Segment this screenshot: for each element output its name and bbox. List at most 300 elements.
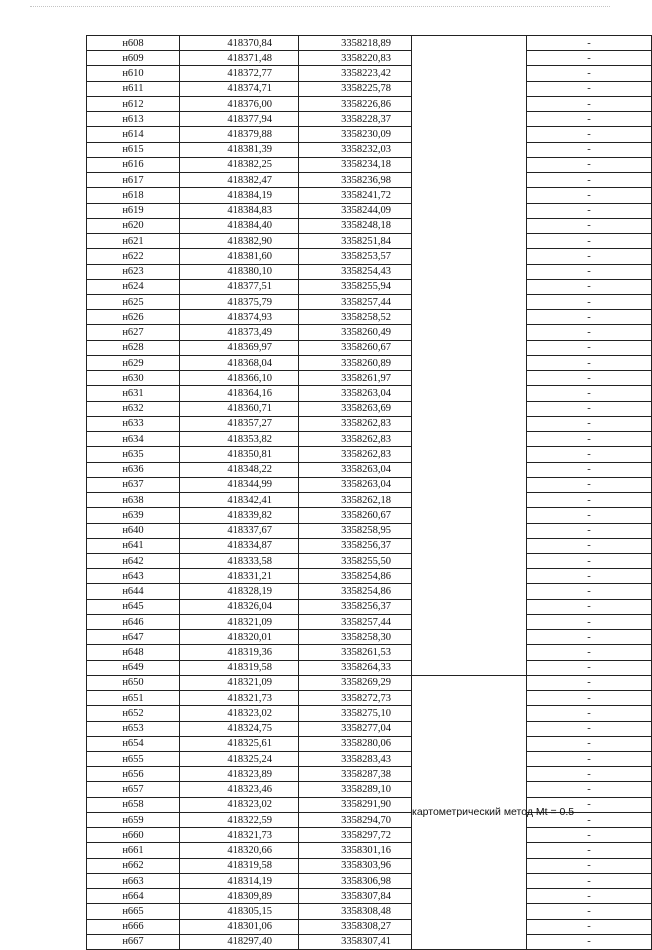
point-id-cell: н621: [87, 234, 180, 249]
point-id-cell: н635: [87, 447, 180, 462]
coord-x-cell: 418339,82: [180, 508, 299, 523]
accuracy-cell: -: [527, 462, 652, 477]
point-id-cell: н653: [87, 721, 180, 736]
coord-x-cell: 418382,25: [180, 157, 299, 172]
coord-x-cell: 418353,82: [180, 432, 299, 447]
coord-y-cell: 3358258,95: [299, 523, 412, 538]
accuracy-cell: -: [527, 386, 652, 401]
coord-x-cell: 418320,66: [180, 843, 299, 858]
table-row: [87, 538, 652, 553]
point-id-cell: н608: [87, 36, 180, 51]
table-row: [87, 630, 652, 645]
coord-x-cell: 418366,10: [180, 371, 299, 386]
accuracy-cell: -: [527, 873, 652, 888]
accuracy-cell: -: [527, 218, 652, 233]
coord-x-cell: 418384,83: [180, 203, 299, 218]
coord-x-cell: 418384,40: [180, 218, 299, 233]
coord-x-cell: 418314,19: [180, 873, 299, 888]
coord-y-cell: 3358275,10: [299, 706, 412, 721]
table-row: [87, 721, 652, 736]
accuracy-cell: -: [527, 752, 652, 767]
accuracy-cell: -: [527, 797, 652, 812]
point-id-cell: н658: [87, 797, 180, 812]
point-id-cell: н654: [87, 736, 180, 751]
accuracy-cell: -: [527, 599, 652, 614]
accuracy-cell: -: [527, 523, 652, 538]
coord-x-cell: 418325,24: [180, 752, 299, 767]
accuracy-cell: -: [527, 812, 652, 827]
table-row: [87, 218, 652, 233]
coordinates-table: [86, 35, 652, 950]
coord-x-cell: 418382,47: [180, 173, 299, 188]
coord-x-cell: 418319,36: [180, 645, 299, 660]
coord-x-cell: 418376,00: [180, 96, 299, 111]
point-id-cell: н642: [87, 553, 180, 568]
coord-x-cell: 418323,02: [180, 706, 299, 721]
coord-y-cell: 3358297,72: [299, 828, 412, 843]
coord-x-cell: 418321,09: [180, 614, 299, 629]
point-id-cell: н662: [87, 858, 180, 873]
coord-y-cell: 3358263,04: [299, 462, 412, 477]
coord-y-cell: 3358218,89: [299, 36, 412, 51]
coord-y-cell: 3358244,09: [299, 203, 412, 218]
table-row: [87, 36, 652, 51]
point-id-cell: н657: [87, 782, 180, 797]
coord-y-cell: 3358262,83: [299, 416, 412, 431]
coord-y-cell: 3358260,89: [299, 355, 412, 370]
coord-x-cell: 418382,90: [180, 234, 299, 249]
coord-x-cell: 418331,21: [180, 569, 299, 584]
table-row: [87, 432, 652, 447]
coord-x-cell: 418371,48: [180, 51, 299, 66]
coord-y-cell: 3358253,57: [299, 249, 412, 264]
coord-x-cell: 418333,58: [180, 553, 299, 568]
coord-x-cell: 418374,93: [180, 310, 299, 325]
table-row: [87, 157, 652, 172]
accuracy-cell: -: [527, 889, 652, 904]
coord-x-cell: 418381,60: [180, 249, 299, 264]
coord-x-cell: 418325,61: [180, 736, 299, 751]
table-row: [87, 188, 652, 203]
table-row: [87, 736, 652, 751]
point-id-cell: н663: [87, 873, 180, 888]
coord-x-cell: 418323,46: [180, 782, 299, 797]
coord-x-cell: 418334,87: [180, 538, 299, 553]
accuracy-cell: -: [527, 36, 652, 51]
coord-y-cell: 3358287,38: [299, 767, 412, 782]
accuracy-cell: -: [527, 691, 652, 706]
coord-x-cell: 418324,75: [180, 721, 299, 736]
accuracy-cell: -: [527, 538, 652, 553]
table-row: [87, 447, 652, 462]
table-row: [87, 889, 652, 904]
coord-y-cell: 3358254,86: [299, 584, 412, 599]
coord-y-cell: 3358260,49: [299, 325, 412, 340]
coord-x-cell: 418319,58: [180, 660, 299, 675]
table-row: [87, 553, 652, 568]
coord-y-cell: 3358225,78: [299, 81, 412, 96]
accuracy-cell: -: [527, 660, 652, 675]
accuracy-cell: -: [527, 584, 652, 599]
point-id-cell: н659: [87, 812, 180, 827]
accuracy-cell: -: [527, 706, 652, 721]
point-id-cell: н637: [87, 477, 180, 492]
table-row: [87, 127, 652, 142]
coord-y-cell: 3358277,04: [299, 721, 412, 736]
table-row: [87, 843, 652, 858]
accuracy-cell: -: [527, 934, 652, 949]
coord-x-cell: 418337,67: [180, 523, 299, 538]
coord-x-cell: 418342,41: [180, 493, 299, 508]
coord-y-cell: 3358262,18: [299, 493, 412, 508]
coord-y-cell: 3358236,98: [299, 173, 412, 188]
coord-x-cell: 418323,02: [180, 797, 299, 812]
point-id-cell: н614: [87, 127, 180, 142]
point-id-cell: н650: [87, 675, 180, 690]
accuracy-cell: -: [527, 828, 652, 843]
accuracy-cell: -: [527, 721, 652, 736]
coord-y-cell: 3358226,86: [299, 96, 412, 111]
coord-x-cell: 418369,97: [180, 340, 299, 355]
point-id-cell: н655: [87, 752, 180, 767]
coord-x-cell: 418297,40: [180, 934, 299, 949]
table-row: [87, 477, 652, 492]
table-row: [87, 706, 652, 721]
accuracy-cell: -: [527, 614, 652, 629]
coord-y-cell: 3358261,53: [299, 645, 412, 660]
coord-x-cell: 418309,89: [180, 889, 299, 904]
coord-y-cell: 3358255,50: [299, 553, 412, 568]
point-id-cell: н648: [87, 645, 180, 660]
coordinates-table-body: [87, 36, 652, 950]
accuracy-cell: -: [527, 767, 652, 782]
point-id-cell: н624: [87, 279, 180, 294]
accuracy-cell: -: [527, 142, 652, 157]
point-id-cell: н652: [87, 706, 180, 721]
point-id-cell: н649: [87, 660, 180, 675]
accuracy-cell: -: [527, 188, 652, 203]
table-row: [87, 234, 652, 249]
coord-x-cell: 418328,19: [180, 584, 299, 599]
table-row: [87, 645, 652, 660]
coord-x-cell: 418321,73: [180, 828, 299, 843]
coord-x-cell: 418348,22: [180, 462, 299, 477]
table-row: [87, 386, 652, 401]
coord-x-cell: 418372,77: [180, 66, 299, 81]
table-row: [87, 310, 652, 325]
coord-y-cell: 3358269,29: [299, 675, 412, 690]
table-row: [87, 767, 652, 782]
coord-y-cell: 3358254,86: [299, 569, 412, 584]
accuracy-cell: -: [527, 508, 652, 523]
point-id-cell: н636: [87, 462, 180, 477]
table-row: [87, 51, 652, 66]
coord-y-cell: 3358303,96: [299, 858, 412, 873]
point-id-cell: н641: [87, 538, 180, 553]
accuracy-cell: -: [527, 736, 652, 751]
table-row: [87, 493, 652, 508]
point-id-cell: н625: [87, 294, 180, 309]
accuracy-cell: -: [527, 782, 652, 797]
table-row: [87, 279, 652, 294]
accuracy-cell: -: [527, 553, 652, 568]
coord-y-cell: 3358260,67: [299, 508, 412, 523]
coord-y-cell: 3358260,67: [299, 340, 412, 355]
accuracy-cell: -: [527, 264, 652, 279]
point-id-cell: н623: [87, 264, 180, 279]
point-id-cell: н645: [87, 599, 180, 614]
accuracy-cell: -: [527, 249, 652, 264]
coord-y-cell: 3358294,70: [299, 812, 412, 827]
coord-y-cell: 3358254,43: [299, 264, 412, 279]
accuracy-cell: -: [527, 645, 652, 660]
table-row: [87, 782, 652, 797]
point-id-cell: н628: [87, 340, 180, 355]
accuracy-cell: -: [527, 173, 652, 188]
coord-y-cell: 3358258,30: [299, 630, 412, 645]
point-id-cell: н656: [87, 767, 180, 782]
table-row: [87, 355, 652, 370]
coord-x-cell: 418344,99: [180, 477, 299, 492]
table-row: [87, 96, 652, 111]
point-id-cell: н615: [87, 142, 180, 157]
point-id-cell: н632: [87, 401, 180, 416]
point-id-cell: н664: [87, 889, 180, 904]
coord-x-cell: 418326,04: [180, 599, 299, 614]
coord-x-cell: 418380,10: [180, 264, 299, 279]
point-id-cell: н661: [87, 843, 180, 858]
coord-y-cell: 3358262,83: [299, 447, 412, 462]
point-id-cell: н639: [87, 508, 180, 523]
point-id-cell: н629: [87, 355, 180, 370]
accuracy-cell: -: [527, 447, 652, 462]
coord-x-cell: 418321,09: [180, 675, 299, 690]
coord-y-cell: 3358307,84: [299, 889, 412, 904]
coord-y-cell: 3358306,98: [299, 873, 412, 888]
point-id-cell: н610: [87, 66, 180, 81]
point-id-cell: н634: [87, 432, 180, 447]
point-id-cell: н611: [87, 81, 180, 96]
table-row: [87, 752, 652, 767]
table-row: [87, 523, 652, 538]
table-row: [87, 294, 652, 309]
coord-x-cell: 418373,49: [180, 325, 299, 340]
table-row: [87, 325, 652, 340]
table-row: [87, 66, 652, 81]
accuracy-cell: -: [527, 477, 652, 492]
point-id-cell: н633: [87, 416, 180, 431]
point-id-cell: н618: [87, 188, 180, 203]
table-row: [87, 904, 652, 919]
table-row: [87, 584, 652, 599]
coord-y-cell: 3358256,37: [299, 538, 412, 553]
coord-y-cell: 3358308,27: [299, 919, 412, 934]
point-id-cell: н643: [87, 569, 180, 584]
accuracy-cell: -: [527, 858, 652, 873]
table-row: [87, 340, 652, 355]
table-row: [87, 371, 652, 386]
coord-y-cell: 3358257,44: [299, 614, 412, 629]
point-id-cell: н622: [87, 249, 180, 264]
coord-x-cell: 418305,15: [180, 904, 299, 919]
coord-y-cell: 3358256,37: [299, 599, 412, 614]
coord-x-cell: 418357,27: [180, 416, 299, 431]
table-row: [87, 462, 652, 477]
coord-y-cell: 3358272,73: [299, 691, 412, 706]
point-id-cell: н638: [87, 493, 180, 508]
table-row: [87, 249, 652, 264]
table-row: [87, 614, 652, 629]
accuracy-cell: -: [527, 340, 652, 355]
accuracy-cell: -: [527, 51, 652, 66]
coord-x-cell: 418384,19: [180, 188, 299, 203]
table-row: [87, 81, 652, 96]
coord-x-cell: 418370,84: [180, 36, 299, 51]
coord-y-cell: 3358263,04: [299, 477, 412, 492]
table-row: [87, 858, 652, 873]
accuracy-cell: -: [527, 234, 652, 249]
coord-y-cell: 3358232,03: [299, 142, 412, 157]
accuracy-cell: -: [527, 904, 652, 919]
accuracy-cell: -: [527, 157, 652, 172]
coord-x-cell: 418321,73: [180, 691, 299, 706]
accuracy-cell: -: [527, 325, 652, 340]
point-id-cell: н620: [87, 218, 180, 233]
table-row: [87, 264, 652, 279]
coord-y-cell: 3358258,52: [299, 310, 412, 325]
coord-x-cell: 418323,89: [180, 767, 299, 782]
coord-y-cell: 3358248,18: [299, 218, 412, 233]
point-id-cell: н644: [87, 584, 180, 599]
coord-y-cell: 3358234,18: [299, 157, 412, 172]
accuracy-cell: -: [527, 310, 652, 325]
coord-y-cell: 3358263,04: [299, 386, 412, 401]
accuracy-cell: -: [527, 432, 652, 447]
table-row: [87, 203, 652, 218]
method-cell: [412, 36, 527, 676]
point-id-cell: н667: [87, 934, 180, 949]
coord-x-cell: 418364,16: [180, 386, 299, 401]
coord-x-cell: 418360,71: [180, 401, 299, 416]
accuracy-cell: -: [527, 355, 652, 370]
coord-y-cell: 3358283,43: [299, 752, 412, 767]
coord-x-cell: 418375,79: [180, 294, 299, 309]
table-row: [87, 142, 652, 157]
point-id-cell: н665: [87, 904, 180, 919]
coord-y-cell: 3358230,09: [299, 127, 412, 142]
table-row: [87, 919, 652, 934]
accuracy-cell: -: [527, 112, 652, 127]
point-id-cell: н627: [87, 325, 180, 340]
accuracy-cell: -: [527, 493, 652, 508]
coord-y-cell: 3358251,84: [299, 234, 412, 249]
coord-y-cell: 3358264,33: [299, 660, 412, 675]
coord-y-cell: 3358301,16: [299, 843, 412, 858]
coord-y-cell: 3358241,72: [299, 188, 412, 203]
accuracy-cell: -: [527, 843, 652, 858]
coord-y-cell: 3358255,94: [299, 279, 412, 294]
coord-y-cell: 3358307,41: [299, 934, 412, 949]
table-row: [87, 599, 652, 614]
accuracy-cell: -: [527, 416, 652, 431]
accuracy-cell: -: [527, 371, 652, 386]
table-row: [87, 691, 652, 706]
coord-y-cell: 3358257,44: [299, 294, 412, 309]
accuracy-cell: -: [527, 294, 652, 309]
coord-y-cell: 3358228,37: [299, 112, 412, 127]
coord-y-cell: 3358262,83: [299, 432, 412, 447]
table-row: [87, 569, 652, 584]
accuracy-cell: -: [527, 96, 652, 111]
table-row: [87, 173, 652, 188]
table-row: [87, 660, 652, 675]
point-id-cell: н660: [87, 828, 180, 843]
point-id-cell: н647: [87, 630, 180, 645]
point-id-cell: н612: [87, 96, 180, 111]
point-id-cell: н640: [87, 523, 180, 538]
accuracy-cell: -: [527, 66, 652, 81]
accuracy-cell: -: [527, 630, 652, 645]
coord-y-cell: 3358308,48: [299, 904, 412, 919]
point-id-cell: н646: [87, 614, 180, 629]
accuracy-cell: -: [527, 675, 652, 690]
accuracy-cell: -: [527, 81, 652, 96]
coord-x-cell: 418301,06: [180, 919, 299, 934]
coord-x-cell: 418319,58: [180, 858, 299, 873]
coord-y-cell: 3358263,69: [299, 401, 412, 416]
coord-x-cell: 418377,51: [180, 279, 299, 294]
table-row: [87, 873, 652, 888]
point-id-cell: н630: [87, 371, 180, 386]
point-id-cell: н631: [87, 386, 180, 401]
coord-y-cell: 3358223,42: [299, 66, 412, 81]
accuracy-cell: -: [527, 919, 652, 934]
table-row: [87, 675, 652, 690]
coord-y-cell: 3358280,06: [299, 736, 412, 751]
table-row: [87, 112, 652, 127]
coord-y-cell: 3358261,97: [299, 371, 412, 386]
table-row: [87, 828, 652, 843]
point-id-cell: н626: [87, 310, 180, 325]
point-id-cell: н609: [87, 51, 180, 66]
table-row: [87, 416, 652, 431]
accuracy-cell: -: [527, 569, 652, 584]
point-id-cell: н613: [87, 112, 180, 127]
coord-x-cell: 418381,39: [180, 142, 299, 157]
scan-header-artifact: [30, 6, 610, 13]
table-row: [87, 508, 652, 523]
accuracy-cell: -: [527, 127, 652, 142]
accuracy-cell: -: [527, 279, 652, 294]
coord-x-cell: 418320,01: [180, 630, 299, 645]
coord-x-cell: 418350,81: [180, 447, 299, 462]
point-id-cell: н617: [87, 173, 180, 188]
point-id-cell: н666: [87, 919, 180, 934]
coord-y-cell: 3358291,90: [299, 797, 412, 812]
accuracy-cell: -: [527, 401, 652, 416]
coord-x-cell: 418368,04: [180, 355, 299, 370]
table-row: [87, 401, 652, 416]
point-id-cell: н651: [87, 691, 180, 706]
coord-x-cell: 418374,71: [180, 81, 299, 96]
point-id-cell: н619: [87, 203, 180, 218]
method-cell: картометрический метод Mt = 0.5: [412, 675, 527, 949]
coord-x-cell: 418322,59: [180, 812, 299, 827]
coord-y-cell: 3358220,83: [299, 51, 412, 66]
coord-y-cell: 3358289,10: [299, 782, 412, 797]
coord-x-cell: 418377,94: [180, 112, 299, 127]
accuracy-cell: -: [527, 203, 652, 218]
